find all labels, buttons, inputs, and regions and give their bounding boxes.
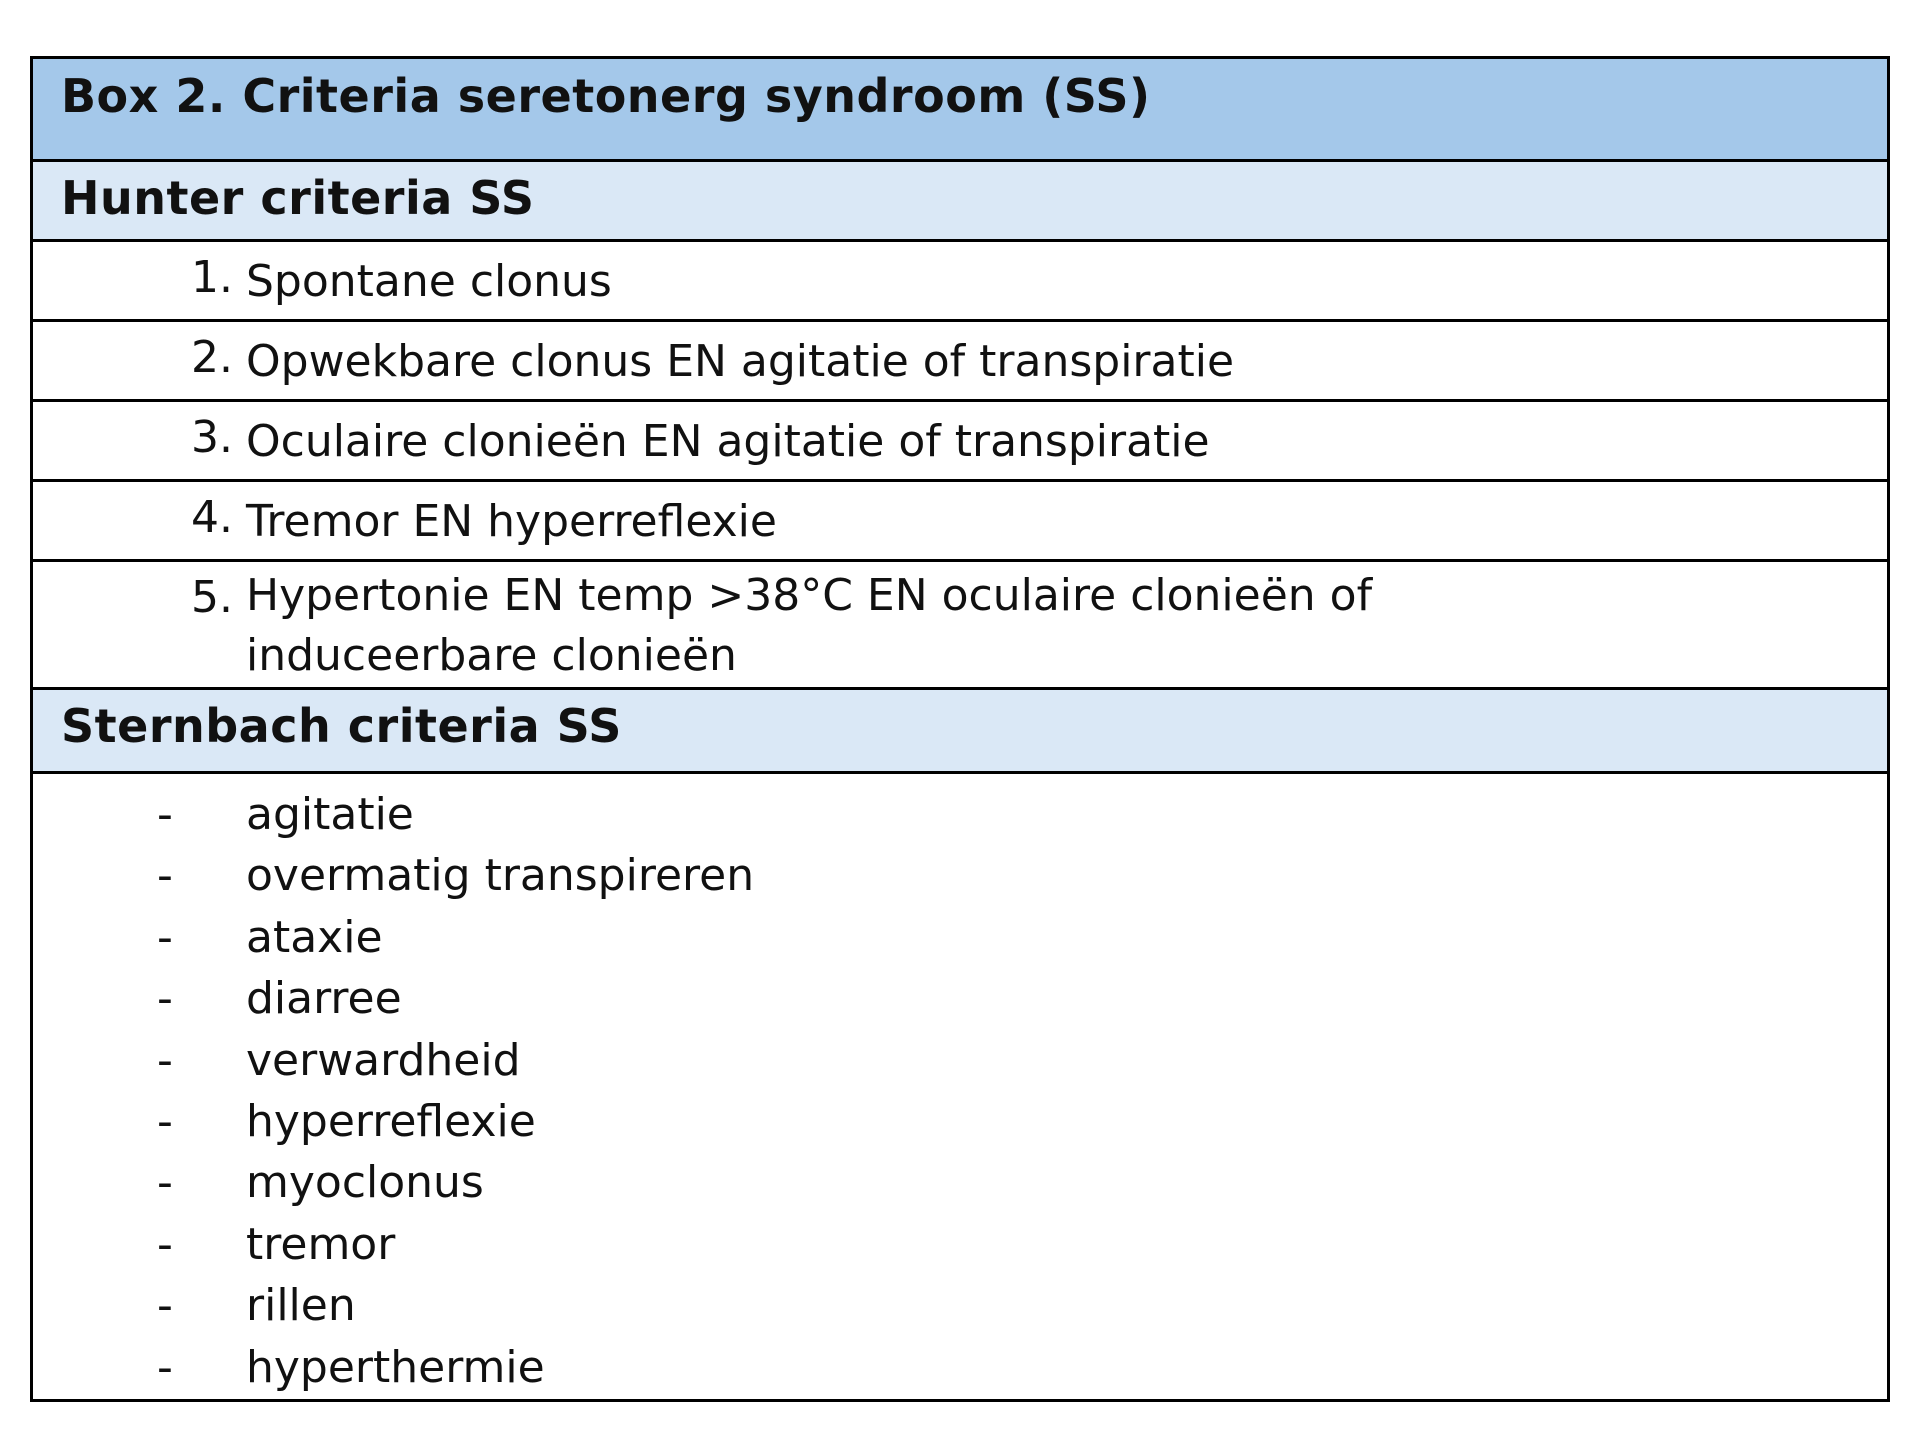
- list-item: [33, 1214, 1887, 1275]
- criterion-text: Tremor EN hyperreflexie: [246, 496, 777, 547]
- sternbach-heading: Sternbach criteria SS: [61, 699, 622, 753]
- hunter-criterion-row: [33, 322, 1887, 402]
- criterion-number: 4.: [191, 492, 233, 543]
- dash-bullet: -: [157, 1157, 173, 1209]
- criterion-text: Opwekbare clonus EN agitatie of transpiratie: [246, 336, 1235, 387]
- dash-bullet: -: [157, 789, 173, 840]
- dash-bullet: -: [157, 1034, 173, 1086]
- hunter-criterion-row: [33, 562, 1887, 690]
- list-item: [33, 784, 1887, 845]
- criteria-box: [30, 56, 1890, 1402]
- hunter-criterion-row: [33, 482, 1887, 562]
- dash-bullet: -: [157, 1095, 173, 1147]
- criterion-number: 2.: [191, 332, 233, 383]
- hunter-heading-row: [33, 162, 1887, 242]
- list-item: [33, 845, 1887, 906]
- list-item: [33, 907, 1887, 968]
- criterion-text: Oculaire clonieën EN agitatie of transpiratie: [246, 416, 1210, 467]
- dash-bullet: -: [157, 850, 173, 902]
- hunter-criterion-row: [33, 242, 1887, 322]
- dash-bullet: -: [157, 1218, 173, 1270]
- list-item-label: diarree: [246, 973, 402, 1025]
- list-item: [33, 1152, 1887, 1213]
- list-item-label: verwardheid: [246, 1034, 521, 1086]
- list-item: [33, 968, 1887, 1029]
- list-item: [33, 1030, 1887, 1091]
- list-item: [33, 1091, 1887, 1152]
- list-item-label: ataxie: [246, 911, 383, 963]
- list-item-label: overmatig transpireren: [246, 850, 755, 902]
- dash-bullet: -: [157, 973, 173, 1025]
- box-title-row: [33, 59, 1887, 162]
- list-item-label: rillen: [246, 1280, 356, 1332]
- list-item: [33, 1275, 1887, 1336]
- criterion-number: 5.: [191, 572, 233, 623]
- box-title: Box 2. Criteria seretonerg syndroom (SS): [61, 69, 1151, 123]
- sternbach-heading-row: [33, 690, 1887, 774]
- list-item-label: myoclonus: [246, 1157, 484, 1209]
- sternbach-list: [33, 784, 1887, 1398]
- hunter-heading: Hunter criteria SS: [61, 171, 535, 225]
- dash-bullet: -: [157, 1341, 173, 1393]
- list-item-label: hyperthermie: [246, 1341, 545, 1393]
- sternbach-list-row: [33, 774, 1887, 1399]
- dash-bullet: -: [157, 1280, 173, 1332]
- list-item-label: hyperreflexie: [246, 1095, 536, 1147]
- dash-bullet: -: [157, 911, 173, 963]
- list-item-label: agitatie: [246, 789, 414, 840]
- criterion-number: 3.: [191, 412, 233, 463]
- criterion-text: Spontane clonus: [246, 256, 612, 307]
- hunter-criterion-row: [33, 402, 1887, 482]
- list-item-label: tremor: [246, 1218, 396, 1270]
- criterion-text: Hypertonie EN temp >38°C EN oculaire clonieën of induceerbare clonieën: [246, 570, 1373, 681]
- criterion-number: 1.: [191, 252, 233, 303]
- list-item: [33, 1337, 1887, 1398]
